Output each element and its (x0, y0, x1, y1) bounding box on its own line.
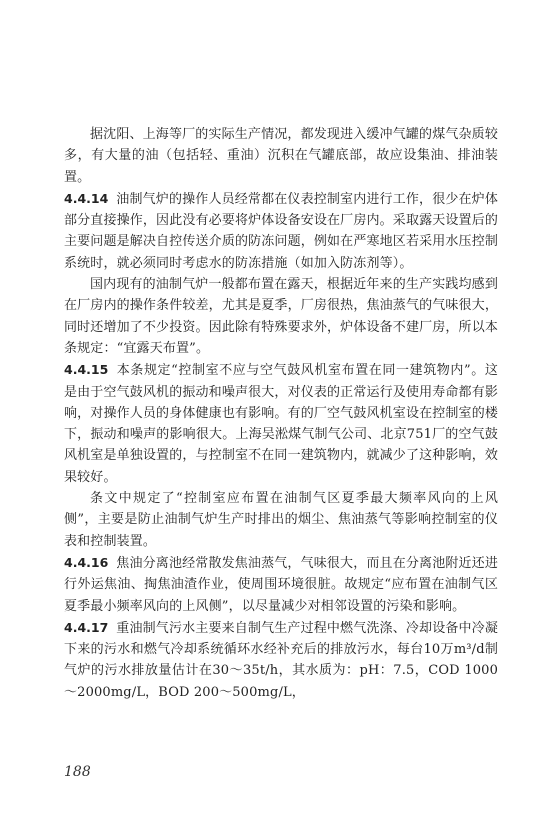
section-number: 4.4.17 (64, 619, 109, 635)
paragraph-control-room-wind (64, 488, 498, 552)
body-text (64, 124, 498, 703)
paragraph-text: 条文中规定了“控制室应布置在油制气区夏季最大频率风向的上风侧”，主要是防止油制气炉生产时排出的烟尘、焦油蒸气等影响控制室的仪表和控制装置。 (64, 491, 498, 549)
paragraph-text: 油制气炉的操作人员经常都在仪表控制室内进行工作，很少在炉体部分直接操作，因此没有必要将炉体设备安设在厂房内。采取露天设置后的主要问题是解决自控传送介质的防冻问题，例如在严寒地区若采用水压控制系统时，就必须同时考虑水的防冻措施（如加入防冻剂等）。 (64, 191, 498, 271)
paragraph-text: 据沈阳、上海等厂的实际生产情况，都发现进入缓冲气罐的煤气杂质较多，有大量的油（包括轻、重油）沉积在气罐底部，故应设集油、排油装置。 (64, 127, 498, 185)
paragraph-text: 国内现有的油制气炉一般都布置在露天，根据近年来的生产实践均感到在厂房内的操作条件较差，尤其是夏季，厂房很热，焦油蒸气的气味很大，同时还增加了不少投资。因此除有特殊要求外，炉体设备不建厂房，所以本条规定：“宜露天布置”。 (64, 277, 498, 356)
paragraph-text: 重油制气污水主要来自制气生产过程中燃气洗涤、冷却设备中冷凝下来的污水和燃气冷却系统循环水经补充后的排放污水，每台10万m³/d制气炉的污水排放量估计在30～35t/h，其水质为：pH：7.5，COD 1000～2000mg/L，BOD 200～500mg/L， (64, 620, 498, 700)
paragraph-buffer-tank (64, 124, 498, 188)
paragraph-outdoor-layout (64, 274, 498, 359)
paragraph-text: 焦油分离池经常散发焦油蒸气，气味很大，而且在分离池附近还进行外运焦油、掏焦油渣作业，使周围环境很脏。故规定“应布置在油制气区夏季最小频率风向的上风侧”，以尽量减少对相邻设置的污染和影响。 (64, 555, 498, 614)
page-number: 188 (64, 764, 91, 780)
section-number: 4.4.16 (64, 554, 109, 570)
paragraph-4-4-16 (64, 552, 498, 617)
section-number: 4.4.14 (64, 190, 109, 206)
paragraph-4-4-15 (64, 359, 498, 488)
section-number: 4.4.15 (64, 362, 109, 378)
paragraph-text: 本条规定“控制室不应与空气鼓风机室布置在同一建筑物内”。这是由于空气鼓风机的振动和噪声很大，对仪表的正常运行及使用寿命都有影响，对操作人员的身体健康也有影响。有的厂空气鼓风机室设在控制室的楼下，振动和噪声的影响很大。上海吴淞煤气制气公司、北京751厂的空气鼓风机室是单独设置的，与控制室不在同一建筑物内，就减少了这种影响，效果较好。 (64, 363, 498, 485)
paragraph-4-4-14 (64, 188, 498, 274)
paragraph-4-4-17 (64, 617, 498, 703)
